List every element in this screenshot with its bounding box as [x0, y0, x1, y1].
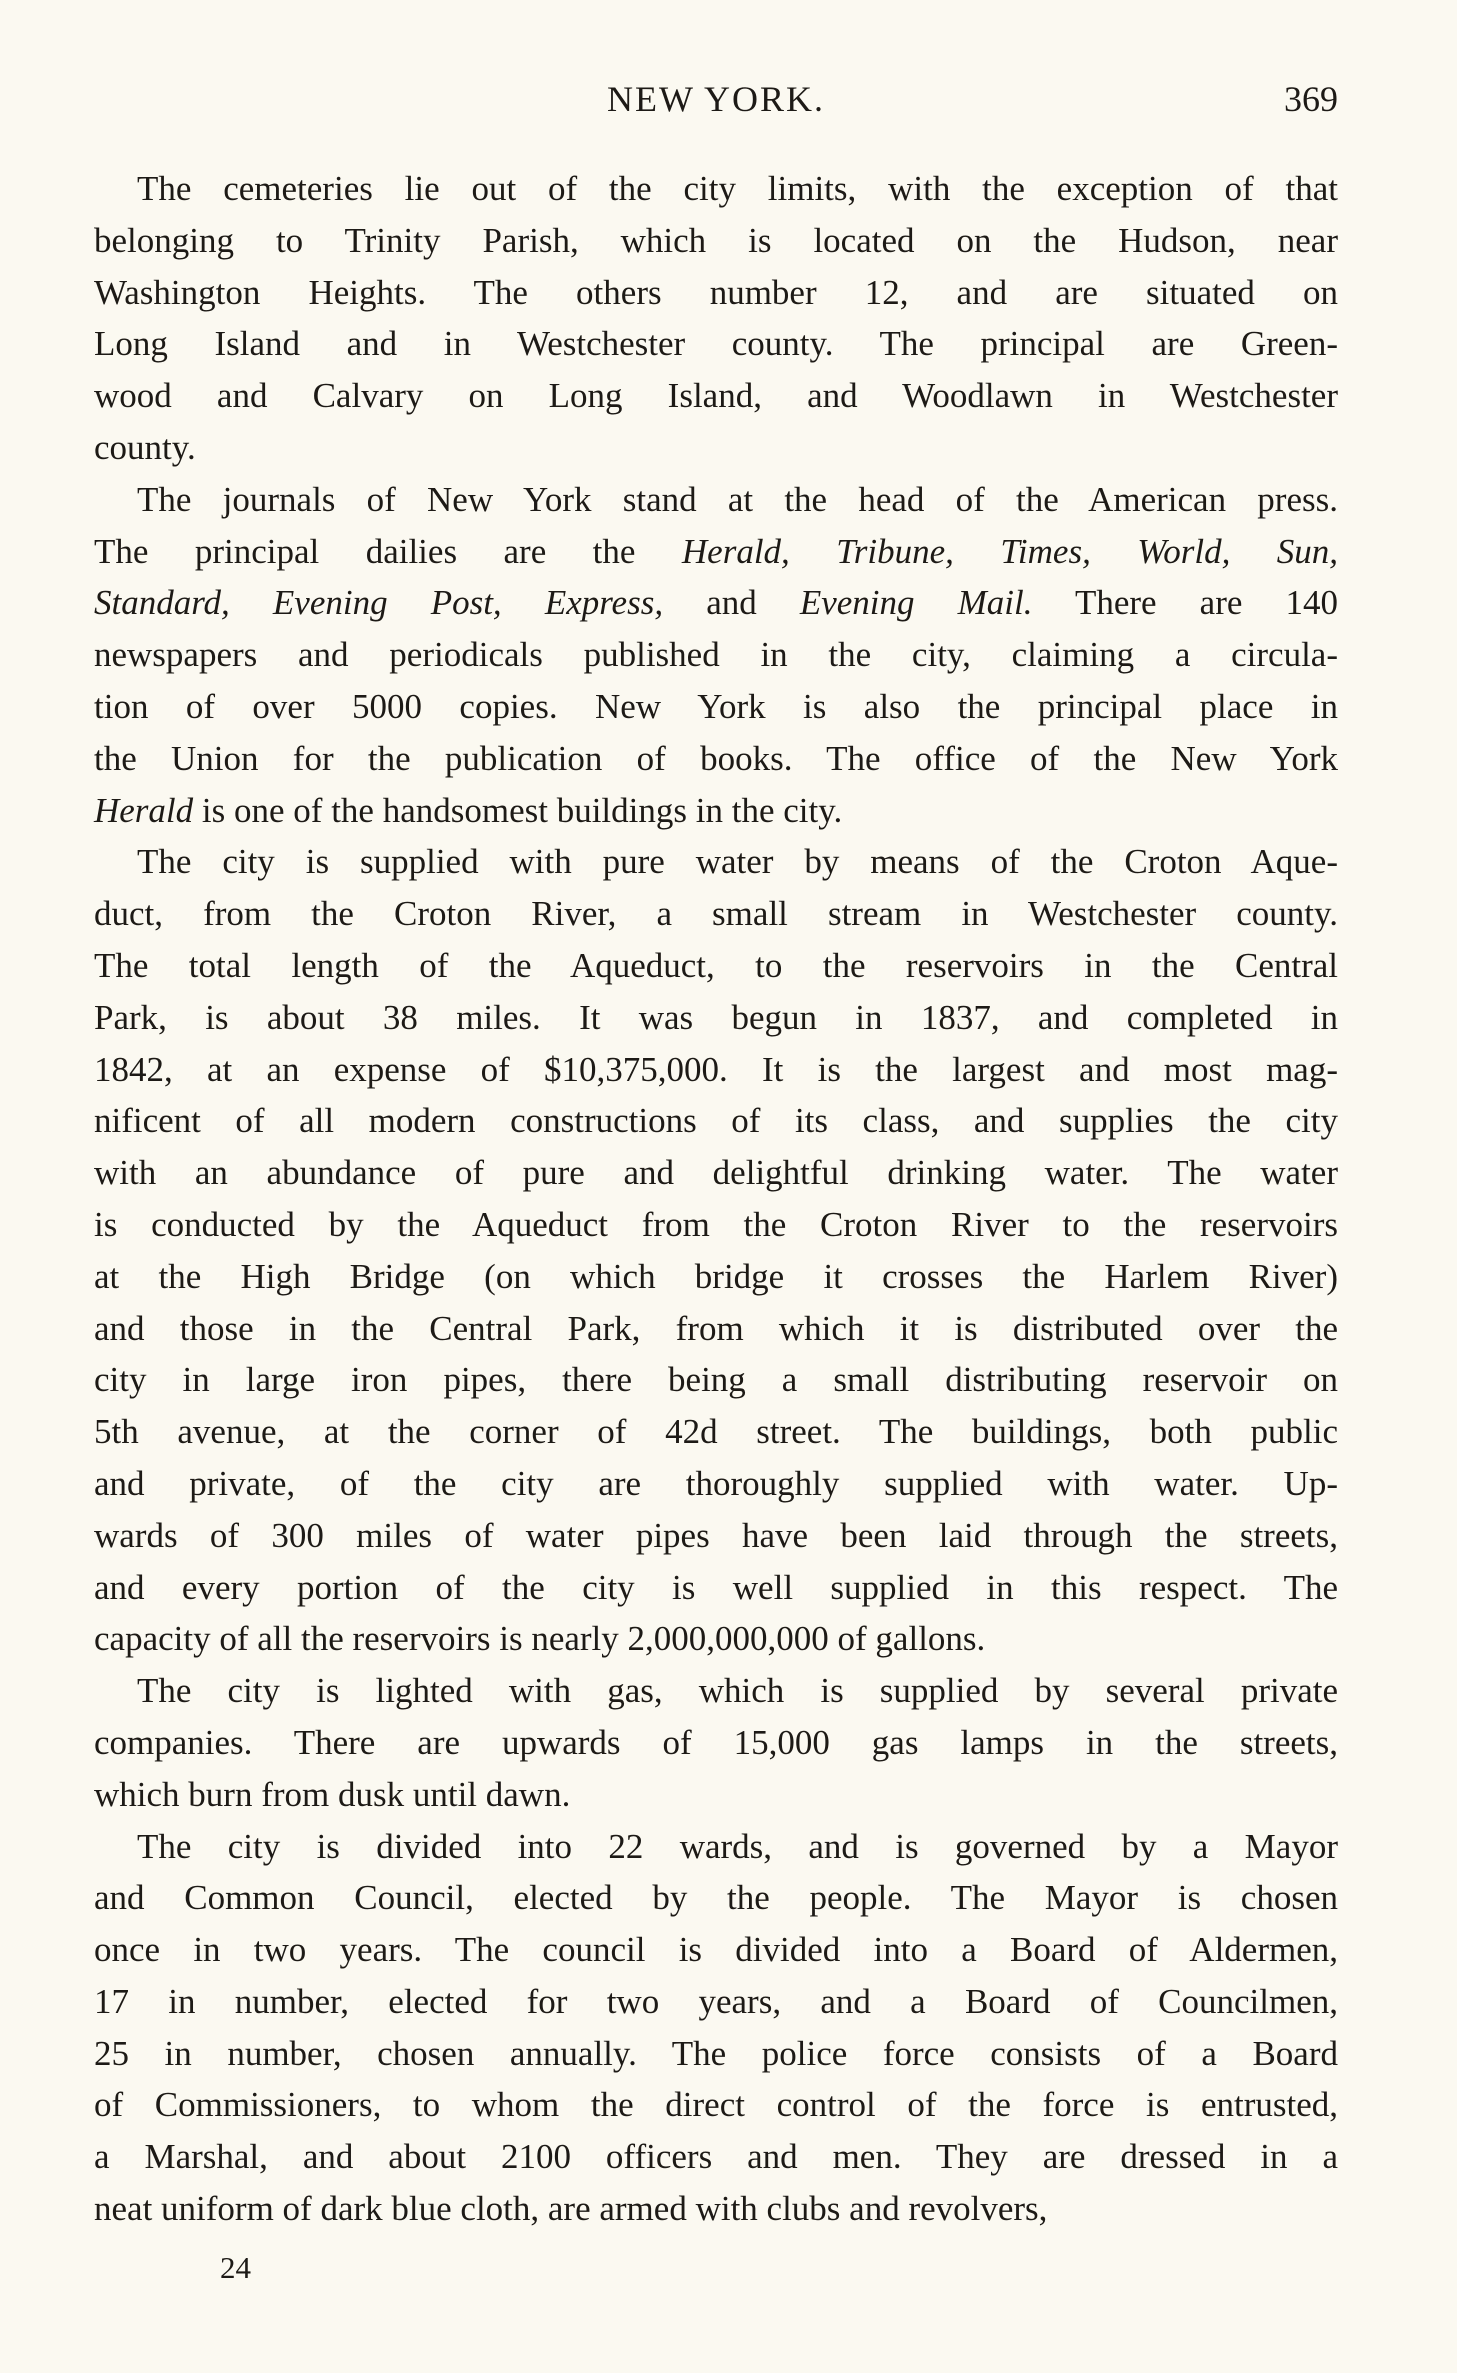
text-line: wood and Calvary on Long Island, and Woodlawn in Westchester	[94, 376, 1338, 416]
text-line: and those in the Central Park, from which it is distributed over the	[94, 1308, 1338, 1348]
text-line: The principal dailies are the Herald, Tribune, Times, World, Sun,	[94, 531, 1339, 571]
text-line: Standard, Evening Post, Express, and Evening Mail. There are 140	[94, 583, 1339, 623]
text-line: Park, is about 38 miles. It was begun in 1837, and completed in	[94, 997, 1338, 1037]
paragraph	[94, 474, 1338, 837]
italic-title: Express,	[544, 583, 664, 623]
running-title: NEW YORK.	[607, 79, 825, 119]
text-line: at the High Bridge (on which bridge it crosses the Harlem River)	[94, 1256, 1338, 1296]
paragraph	[94, 836, 1338, 1665]
text-line: a Marshal, and about 2100 officers and men. They are dressed in a	[94, 2137, 1338, 2177]
text-line: nificent of all modern constructions of its class, and supplies the city	[94, 1101, 1338, 1141]
text-line: Herald is one of the handsomest buildings in the city.	[94, 790, 843, 830]
italic-title: Herald	[94, 790, 194, 830]
text-line: belonging to Trinity Parish, which is located on the Hudson, near	[94, 220, 1338, 260]
paragraph	[94, 1821, 1338, 2235]
text-line: and Common Council, elected by the people. The Mayor is chosen	[94, 1878, 1338, 1918]
text-line: with an abundance of pure and delightful drinking water. The water	[94, 1153, 1338, 1193]
text-line: and private, of the city are thoroughly supplied with water. Up-	[94, 1463, 1338, 1503]
text-line: The cemeteries lie out of the city limits, with the exception of that	[137, 169, 1338, 208]
text-line: and every portion of the city is well supplied in this respect. The	[94, 1567, 1338, 1607]
text-line: neat uniform of dark blue cloth, are armed with clubs and revolvers,	[94, 2189, 1048, 2229]
page-number: 369	[1284, 79, 1338, 119]
italic-title: World,	[1137, 531, 1231, 571]
text-line: companies. There are upwards of 15,000 gas lamps in the streets,	[94, 1722, 1338, 1762]
text-line: of Commissioners, to whom the direct control of the force is entrusted,	[94, 2085, 1338, 2125]
italic-title: Times,	[1000, 531, 1091, 571]
text-line: 25 in number, chosen annually. The police force consists of a Board	[94, 2033, 1338, 2073]
text-line: duct, from the Croton River, a small stream in Westchester county.	[94, 894, 1338, 934]
italic-title: Herald,	[681, 531, 790, 571]
text-line: once in two years. The council is divided into a Board of Aldermen,	[94, 1930, 1338, 1970]
italic-title: Evening Mail.	[799, 583, 1033, 623]
italic-title: Evening Post,	[272, 583, 502, 623]
text-line: city in large iron pipes, there being a small distributing reservoir on	[94, 1360, 1338, 1400]
text-line: which burn from dusk until dawn.	[94, 1774, 571, 1814]
text-line: capacity of all the reservoirs is nearly 2,000,000,000 of gallons.	[94, 1619, 986, 1659]
text-line: county.	[94, 427, 196, 467]
text-line: is conducted by the Aqueduct from the Croton River to the reservoirs	[94, 1204, 1338, 1244]
italic-title: Tribune,	[836, 531, 954, 571]
text-line: newspapers and periodicals published in the city, claiming a circula-	[94, 635, 1338, 675]
text-line: The city is lighted with gas, which is supplied by several private	[137, 1671, 1338, 1711]
paragraph	[94, 163, 1338, 474]
signature-mark: 24	[220, 2250, 251, 2285]
running-head	[94, 78, 1338, 128]
text-line: The city is divided into 22 wards, and is governed by a Mayor	[137, 1826, 1338, 1866]
text-line: Long Island and in Westchester county. The principal are Green-	[94, 324, 1338, 364]
paragraph	[94, 1665, 1338, 1820]
text-line: Washington Heights. The others number 12, and are situated on	[94, 272, 1338, 312]
text-line: wards of 300 miles of water pipes have been laid through the streets,	[94, 1515, 1338, 1555]
body-text	[94, 163, 1338, 2235]
text-line: The city is supplied with pure water by means of the Croton Aque-	[137, 842, 1338, 882]
italic-title: Standard,	[94, 583, 230, 623]
italic-title: Sun,	[1276, 531, 1339, 571]
text-line: the Union for the publication of books. The office of the New York	[94, 738, 1338, 778]
text-line: 17 in number, elected for two years, and a Board of Councilmen,	[94, 1981, 1338, 2021]
text-line: The journals of New York stand at the head of the American press.	[137, 479, 1338, 519]
text-line: The total length of the Aqueduct, to the reservoirs in the Central	[94, 945, 1338, 985]
text-line: 5th avenue, at the corner of 42d street. The buildings, both public	[94, 1412, 1338, 1452]
text-line: tion of over 5000 copies. New York is also the principal place in	[94, 686, 1338, 726]
text-line: 1842, at an expense of $10,375,000. It is the largest and most mag-	[94, 1049, 1338, 1089]
